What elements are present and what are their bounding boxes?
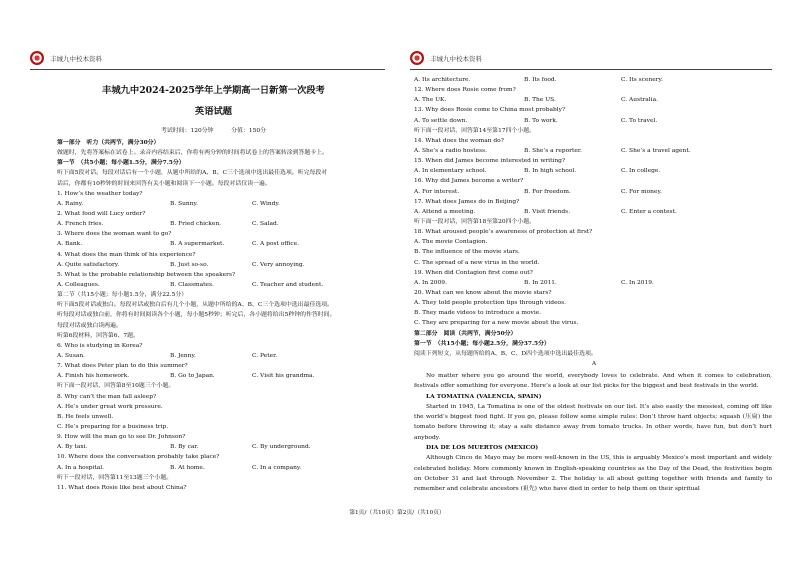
question-line: 19. When did Contagion first come out?: [414, 269, 533, 276]
exam-subtitle: 英语试题: [194, 106, 233, 117]
answer-option: A. For interest.: [414, 188, 460, 195]
question-line: 听下面一段对话，回答第14至第17四个小题。: [414, 127, 536, 134]
question-line: 18. What aroused people’s awareness of protection at first?: [414, 229, 593, 236]
question-line: A. They told people protection tips through videos.: [414, 300, 566, 307]
header-text: 丰城九中校本资料: [430, 54, 482, 63]
passage-paragraph: Started in 1945, La Tomatina is one of the oldest festivals on our list. It’s also easily the messiest, coming off like the world’s biggest food fight. If you go, please follow some simple rules: Don’t throw hard objects; squash (压扁) the tomato before throwing it; stay a safe distance away from tomato trucks. In other words, have fun, but don’t hurt anybody.: [414, 403, 772, 441]
answer-option: C. A post office.: [252, 241, 300, 248]
answer-option: C. In 2019.: [621, 279, 654, 286]
question-line: 10. Where does the conversation probably take place?: [57, 454, 220, 461]
answer-option: B. Its food.: [524, 77, 557, 83]
answer-option: C. Very annoying.: [252, 261, 305, 268]
answer-options-row: [57, 239, 387, 249]
question-line: 3. Where does the woman want to go?: [57, 231, 172, 238]
answer-option: C. Enter a contest.: [621, 208, 677, 215]
answer-option: A. Quite satisfactory.: [57, 261, 120, 268]
answer-option: B. Just so-so.: [170, 261, 209, 268]
answer-option: A. The UK.: [414, 97, 447, 104]
answer-option: C. Windy.: [252, 200, 280, 207]
answer-option: B. She’s a reporter.: [524, 147, 582, 154]
answer-options-row: [57, 260, 387, 270]
header-rule: [30, 69, 385, 70]
answer-option: A. In 2009.: [414, 279, 447, 286]
answer-options-row: [414, 95, 774, 105]
question-line: 14. What does the woman do?: [414, 137, 504, 144]
answer-option: A. In elementary school.: [414, 168, 487, 175]
answer-options-row: [57, 199, 387, 209]
answer-option: C. By underground.: [252, 444, 311, 451]
question-line: 听下面一段对话，回答第18至第20四个小题。: [414, 218, 536, 225]
left-page-header: [30, 50, 102, 66]
question-line: 15. When did James become interested in writing?: [414, 158, 566, 165]
question-line: 20. What can we know about the movie stars?: [414, 289, 552, 296]
answer-option: B. The US.: [524, 97, 556, 104]
answer-option: A. She’s a radio hostess.: [414, 147, 488, 154]
left-question-list: [57, 138, 387, 493]
answer-options-row: [414, 207, 774, 217]
section-heading: 第一部分 听力（共两节，满分30分）: [57, 139, 160, 146]
question-line: 6. Who is studying in Korea?: [57, 342, 143, 349]
exam-info: [30, 126, 397, 136]
question-line: C. They are preparing for a new movie about the virus.: [414, 320, 579, 327]
page-footer: 第1页/（共10页）第2页/（共10页）: [349, 510, 445, 516]
answer-option: A. Rainy.: [57, 200, 84, 207]
question-line: 听下一段对话，回答第11至13题三个小题。: [57, 474, 173, 481]
question-line: 听每段对话或独白前，你将有时间阅读各个小题，每小题5秒钟；听完后，各小题将给出5秒钟的作答时间。: [57, 312, 336, 319]
answer-option: B. In 2011.: [524, 279, 557, 286]
answer-option: C. Visit his grandma.: [252, 373, 315, 380]
answer-options-row: [414, 75, 774, 85]
answer-option: A. Attend a meeting.: [414, 208, 476, 215]
answer-option: B. Go to Japan.: [170, 373, 215, 380]
question-line: 1. How’s the weather today?: [57, 190, 143, 197]
school-logo-icon: [410, 51, 424, 65]
answer-option: B. For freedom.: [524, 188, 571, 195]
passage-paragraph: Although Cinco de Mayo may be more well-known in the US, this is arguably Mexico’s most important and widely celebrated holiday. More commonly known in English-speaking countries as the Day of the Dead, the festivities begin on October 31 and last through November 2. The holiday is all about getting together with friends and family to remember and celebrate ancestors (祖先) who have died in order to help them on their spiritual: [414, 455, 772, 493]
question-line: B. They made videos to introduce a movie.: [414, 310, 542, 317]
answer-options-row: [57, 280, 387, 290]
question-line: 5. What is the probable relationship between the speakers?: [57, 271, 236, 278]
question-line: 听下面5段对话。每段对话后有一个小题，从题中所给的A、B、C三个选项中选出最佳选项。听完每段对: [57, 170, 328, 177]
exam-title: 丰城九中2024-2025学年上学期高一日新第一次段考: [102, 85, 325, 96]
answer-option: B. In high school.: [524, 168, 577, 175]
question-line: A. He’s under great work pressure.: [57, 403, 163, 410]
answer-option: B. Classmates.: [170, 281, 214, 288]
question-line: 7. What does Peter plan to do this summer?: [57, 363, 188, 370]
answer-option: B. By car.: [170, 444, 199, 451]
question-line: 12. Where does Rosie come from?: [414, 87, 516, 94]
answer-option: A. Colleagues.: [57, 281, 100, 288]
answer-option: B. A supermarket.: [170, 241, 225, 248]
answer-option: A. Susan.: [57, 352, 86, 359]
question-line: 4. What does the man think of his experience?: [57, 251, 196, 258]
answer-option: A. French fries.: [57, 221, 104, 228]
question-line: 听第6段材料，回答第6、7题。: [57, 332, 139, 339]
answer-option: C. Salad.: [252, 221, 279, 228]
section-heading: 第一节 （共15小题；每小题2.5分，满分37.5分）: [414, 339, 550, 347]
answer-options-row: [57, 463, 387, 473]
answer-option: B. Fried chicken.: [170, 221, 221, 228]
festival-heading: LA TOMATINA (VALENCIA, SPAIN): [426, 392, 542, 400]
answer-options-row: [414, 166, 774, 176]
answer-option: B. Jenny.: [170, 352, 196, 359]
question-line: 听下面5段对话或独白。每段对话或独白后有几个小题，从题中所给的A、B、C三个选项中选出最佳选项。: [57, 302, 334, 309]
question-line: 做题时，先将答案标在试卷上。录音内容结束后，你将有两分钟的时间将试卷上的答案转涂到答题卡上。: [57, 150, 328, 157]
answer-option: A. Bank.: [57, 241, 83, 248]
question-line: 听下面一段对话，回答第8至10题三个小题。: [57, 383, 175, 390]
answer-option: C. Its scenery.: [621, 77, 663, 83]
exam-info-text: 考试时间：120分钟 分值：150分: [161, 128, 266, 134]
answer-options-row: [414, 187, 774, 197]
answer-options-row: [57, 371, 387, 381]
answer-option: C. In college.: [621, 168, 661, 175]
question-line: A: [591, 360, 597, 367]
question-line: 2. What food will Lucy order?: [57, 210, 146, 217]
answer-option: C. Australia.: [621, 97, 658, 104]
question-line: 9. How will the man go to see Dr. Johnson?: [57, 434, 186, 441]
answer-option: A. Its architecture.: [414, 77, 471, 83]
question-line: 11. What does Rosie like best about China?: [57, 484, 187, 491]
answer-option: A. By taxi.: [57, 444, 88, 451]
section-heading: 第二部分 阅读（共两节，满分50分）: [414, 329, 517, 337]
question-line: A. The movie Contagion.: [414, 239, 488, 246]
question-line: 话后，你都有10秒钟的时间来回答有关小题和阅读下一小题。每段对话仅读一遍。: [57, 180, 271, 187]
answer-options-row: [414, 278, 774, 288]
header-rule: [410, 69, 772, 70]
reading-passage-a: [414, 371, 772, 495]
question-line: 阅读下列短文，从每题所给的A、B、C、D四个选项中选出最佳选项。: [414, 350, 597, 357]
answer-option: C. She’s a travel agent.: [621, 147, 691, 154]
right-page: [397, 0, 794, 561]
header-text: 丰城九中校本资料: [50, 54, 102, 63]
question-line: 每段对话或独白读两遍。: [57, 322, 122, 329]
answer-options-row: [414, 116, 774, 126]
answer-options-row: [57, 351, 387, 361]
question-line: 17. What does James do in Beijing?: [414, 198, 520, 205]
question-line: 13. Why does Rosie come to China most probably?: [414, 107, 566, 114]
question-line: 16. Why did James become a writer?: [414, 178, 524, 185]
passage-paragraph: No matter where you go around the world, everybody loves to celebrate. And when it comes to celebration, festivals offer something for everyone. Here’s a look at our list picks for the biggest and best festivals in the world.: [414, 373, 772, 390]
answer-option: C. Teacher and student.: [252, 281, 324, 288]
school-logo-icon: [30, 51, 44, 65]
question-line: 8. Why can’t the man fall asleep?: [57, 393, 157, 400]
section-heading: 第一节 （共5小题；每小题1.5分，满分7.5分）: [57, 159, 185, 167]
question-line: C. The spread of a new virus in the world.: [414, 259, 540, 266]
answer-options-row: [57, 219, 387, 229]
answer-option: A. Finish his homework.: [57, 373, 130, 380]
answer-option: B. Visit friends.: [524, 208, 571, 215]
answer-option: C. For money.: [621, 188, 662, 195]
answer-option: C. To travel.: [621, 117, 658, 124]
answer-options-row: [414, 146, 774, 156]
answer-option: C. Peter.: [252, 352, 278, 359]
right-question-list: [414, 75, 774, 369]
question-line: C. He’s preparing for a business trip.: [57, 423, 169, 430]
answer-option: A. To settle down.: [414, 117, 468, 124]
answer-option: B. Sunny.: [170, 200, 198, 207]
answer-option: B. At home.: [170, 464, 205, 471]
answer-option: B. To work.: [524, 117, 558, 124]
answer-option: C. In a company.: [252, 464, 302, 471]
answer-options-row: [57, 442, 387, 452]
right-page-header: [410, 50, 482, 66]
answer-option: A. In a hospital.: [57, 464, 105, 471]
festival-heading: DIA DE LOS MUERTOS (MEXICO): [426, 444, 539, 452]
question-line: B. The influence of the movie stars.: [414, 249, 520, 256]
question-line: B. He feels unwell.: [57, 413, 114, 420]
question-line: 第二节（共15小题；每小题1.5分，满分22.5分）: [57, 292, 188, 299]
